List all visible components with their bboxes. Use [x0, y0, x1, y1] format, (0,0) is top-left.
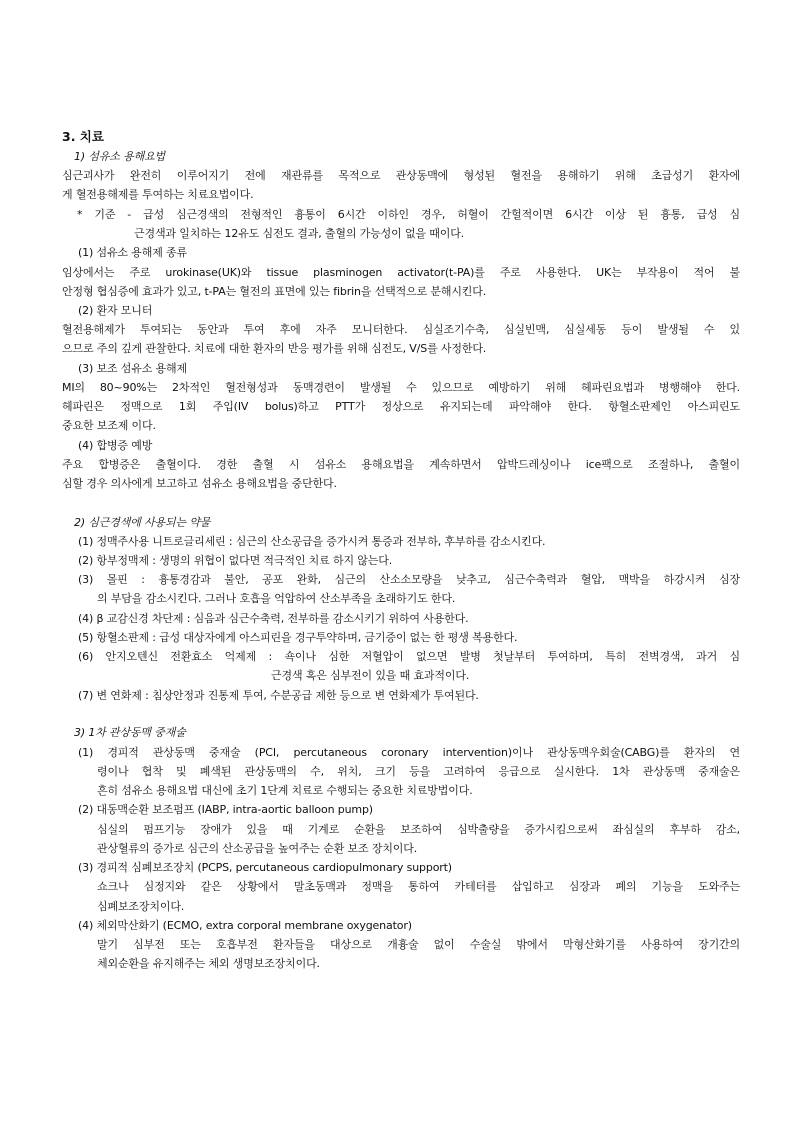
s3-item-line: (3) 경피적 심폐보조장치 (PCPS, percutaneous cardiopulmonary support) — [78, 861, 452, 874]
s2-item-line: (4) β 교감신경 차단제 : 심음과 심근수축력, 전부하를 감소시키기 위하여 사용한다. — [78, 612, 469, 625]
s3-item-line: 말기 심부전 또는 호흡부전 환자들을 대상으로 개흉술 없이 수술실 밖에서 막형산화기를 사용하여 장기간의 — [97, 938, 740, 951]
s1-criteria-line: * 기준 - 급성 심근경색의 전형적인 흉통이 6시간 이하인 경우, 허혈이 간헐적이면 6시간 이상 된 흉통, 급성 심 — [77, 208, 740, 221]
s2-item-line: (6) 안지오텐신 전환효소 억제제 : 쇽이나 심한 저혈압이 없으면 발병 첫날부터 투여하며, 특히 전벽경색, 과거 심 — [78, 650, 740, 663]
s3-item-line: 심실의 펌프기능 장애가 있을 때 기계로 순환을 보조하여 심박출량을 증가시킴으로써 좌심실의 후부하 감소, — [97, 823, 740, 836]
section-title: 3. 치료 — [62, 129, 104, 144]
s3-item-line: 관상혈류의 증가로 심근의 산소공급을 높여주는 순환 보조 장치이다. — [97, 842, 418, 855]
s3-item-line: (1) 경피적 관상동맥 중재술 (PCI, percutaneous coronary intervention)이나 관상동맥우회술(CABG)를 환자의 연 — [78, 746, 740, 759]
s1-heading: 1) 섬유소 용해요법 — [74, 150, 166, 163]
s3-item-line: 심폐보조장치이다. — [97, 900, 185, 913]
s1-p3-line: MI의 80~90%는 2차적인 혈전형성과 동맥경련이 발생될 수 있으므로 예방하기 위해 헤파린요법과 병행해야 한다. — [62, 381, 740, 394]
s1-p4-line: 주요 합병증은 출혈이다. 경한 출혈 시 섬유소 용해요법을 계속하면서 압박드레싱이나 ice팩으로 조절하나, 출혈이 — [62, 458, 740, 471]
s1-p1-title: (1) 섬유소 용해제 종류 — [78, 246, 187, 259]
s1-p2-line: 으므로 주의 깊게 관찰한다. 치료에 대한 환자의 반응 평가를 위해 심전도, V/S를 사정한다. — [62, 342, 487, 355]
s2-item-line: 의 부담을 감소시킨다. 그러나 호흡을 억압하여 산소부족을 초래하기도 한다. — [97, 592, 456, 605]
s3-item-line: (2) 대동맥순환 보조펌프 (IABP, intra-aortic balloon pump) — [78, 803, 373, 816]
s2-item-line: (2) 항부정맥제 : 생명의 위협이 없다면 적극적인 치료 하지 않는다. — [78, 554, 393, 567]
s1-p4-line: 심할 경우 의사에게 보고하고 섬유소 용해요법을 중단한다. — [62, 477, 337, 490]
s1-criteria-line: 근경색과 일치하는 12유도 심전도 결과, 출혈의 가능성이 없을 때이다. — [134, 227, 465, 240]
s2-item-line: 근경색 혹은 심부전이 있을 때 효과적이다. — [271, 669, 470, 682]
s3-item-line: (4) 체외막산화기 (ECMO, extra corporal membrane oxygenator) — [78, 919, 412, 932]
s2-heading: 2) 심근경색에 사용되는 약물 — [74, 516, 211, 529]
s1-intro-line: 게 혈전용해제를 투여하는 치료요법이다. — [62, 188, 254, 201]
s1-p3-title: (3) 보조 섬유소 용해제 — [78, 362, 187, 375]
s3-item-line: 체외순환을 유지해주는 체외 생명보조장치이다. — [97, 957, 320, 970]
s3-item-line: 쇼크나 심정지와 같은 상황에서 말초동맥과 정맥을 통하여 카테터를 삽입하고 심장과 폐의 기능을 도와주는 — [97, 880, 740, 893]
s1-p4-title: (4) 합병증 예방 — [78, 439, 153, 452]
s1-p2-title: (2) 환자 모니터 — [78, 304, 153, 317]
s3-item-line: 흔히 섬유소 용해요법 대신에 초기 1단계 치료로 수행되는 중요한 치료방법이다. — [97, 784, 473, 797]
s2-item-line: (5) 항혈소판제 : 급성 대상자에게 아스피린을 경구투약하며, 금기증이 없는 한 평생 복용한다. — [78, 631, 518, 644]
s2-item-line: (1) 정맥주사용 니트로글리세린 : 심근의 산소공급을 증가시켜 통증과 전부하, 후부하를 감소시킨다. — [78, 535, 546, 548]
s3-heading: 3) 1차 관상동맥 중재술 — [74, 726, 186, 739]
s1-p3-line: 중요한 보조제 이다. — [62, 419, 156, 432]
s1-p1-line: 임상에서는 주로 urokinase(UK)와 tissue plasminogen activator(t-PA)를 주로 사용한다. UK는 부작용이 적어 불 — [62, 266, 740, 279]
s2-item-line: (3) 몰핀 : 흉통경감과 불안, 공포 완화, 심근의 산소소모량을 낮추고, 심근수축력과 혈압, 맥박을 하강시켜 심장 — [78, 573, 740, 586]
s1-intro-line: 심근괴사가 완전히 이루어지기 전에 재관류를 목적으로 관상동맥에 형성된 혈전을 용해하기 위해 초급성기 환자에 — [62, 169, 740, 182]
s1-p3-line: 헤파린은 정맥으로 1회 주입(IV bolus)하고 PTT가 정상으로 유지되는데 파악해야 한다. 항혈소판제인 아스피린도 — [62, 400, 740, 413]
s2-item-line: (7) 변 연화제 : 침상안정과 진통제 투여, 수분공급 제한 등으로 변 연화제가 투여된다. — [78, 689, 479, 702]
s3-item-line: 령이나 협착 및 폐색된 관상동맥의 수, 위치, 크기 등을 고려하여 응급으로 실시한다. 1차 관상동맥 중재술은 — [97, 765, 740, 778]
s1-p1-line: 안정형 협심증에 효과가 있고, t-PA는 혈전의 표면에 있는 fibrin을 선택적으로 분해시킨다. — [62, 285, 487, 298]
s1-p2-line: 혈전용해제가 투여되는 동안과 투여 후에 자주 모니터한다. 심실조기수축, 심실빈맥, 심실세동 등이 발생될 수 있 — [62, 323, 740, 336]
